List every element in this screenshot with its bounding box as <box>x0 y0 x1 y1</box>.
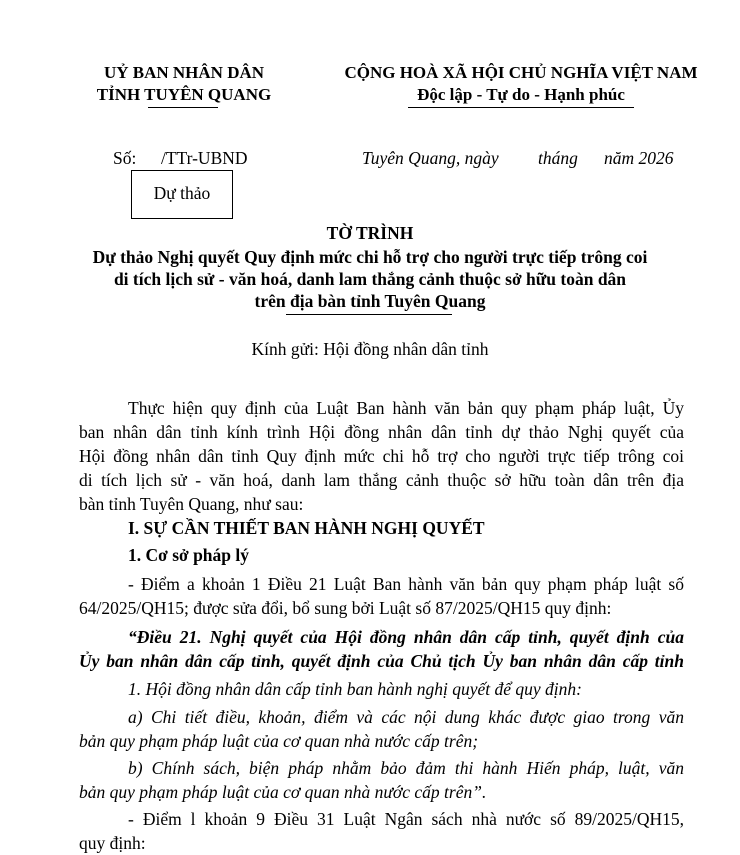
section-heading: I. SỰ CẦN THIẾT BAN HÀNH NGHỊ QUYẾT <box>128 518 485 538</box>
quote-clause-1: 1. Hội đồng nhân dân cấp tỉnh ban hành nghị quyết để quy định: <box>128 679 582 699</box>
national-motto: Độc lập - Tự do - Hạnh phúc <box>417 85 625 104</box>
legal-basis-2-line1: - Điểm l khoản 9 Điều 31 Luật Ngân sách nhà nước số 89/2025/QH15, <box>128 809 684 829</box>
document-subject-line3: trên địa bàn tỉnh Tuyên Quang <box>254 291 486 311</box>
legal-basis-2-line2: quy định: <box>79 833 146 853</box>
document-subject-line1: Dự thảo Nghị quyết Quy định mức chi hỗ trợ cho người trực tiếp trông coi <box>92 247 648 267</box>
doc-place-date: Tuyên Quang, ngày <box>362 148 499 168</box>
national-title: CỘNG HOÀ XÃ HỘI CHỦ NGHĨA VIỆT NAM <box>344 63 698 82</box>
doc-number-label: Số: <box>113 148 137 168</box>
quote-point-b-line1: b) Chính sách, biện pháp nhằm bảo đảm thi hành Hiến pháp, luật, văn <box>128 758 684 778</box>
quote-point-b-line2: bản quy phạm pháp luật của cơ quan nhà nước cấp trên”. <box>79 782 487 802</box>
intro-line-5: bàn tỉnh Tuyên Quang, như sau: <box>79 494 304 514</box>
draft-label: Dự thảo <box>153 183 211 203</box>
legal-basis-1-line2: 64/2025/QH15; được sửa đổi, bổ sung bởi Luật số 87/2025/QH15 quy định: <box>79 598 612 618</box>
issuer-name: UỶ BAN NHÂN DÂN <box>103 63 265 82</box>
document-subject-line2: di tích lịch sử - văn hoá, danh lam thắng cảnh thuộc sở hữu toàn dân <box>113 269 627 289</box>
title-underline <box>286 314 452 315</box>
doc-year: năm 2026 <box>604 148 674 168</box>
legal-basis-1-line1: - Điểm a khoản 1 Điều 21 Luật Ban hành văn bản quy phạm pháp luật số <box>128 574 684 594</box>
doc-number: /TTr-UBND <box>161 148 248 168</box>
subsection-heading: 1. Cơ sở pháp lý <box>128 545 250 565</box>
intro-line-3: Hội đồng nhân dân tỉnh Quy định mức chi hỗ trợ cho người trực tiếp trông coi <box>79 446 684 466</box>
motto-underline <box>408 107 634 108</box>
document-type-title: TỜ TRÌNH <box>326 223 414 243</box>
intro-line-1: Thực hiện quy định của Luật Ban hành văn bản quy phạm pháp luật, Ủy <box>128 398 684 418</box>
quote-article-title-line1: “Điều 21. Nghị quyết của Hội đồng nhân dân cấp tỉnh, quyết định của <box>128 627 684 647</box>
quote-point-a-line1: a) Chi tiết điều, khoản, điểm và các nội dung khác được giao trong văn <box>128 707 684 727</box>
quote-point-a-line2: bản quy phạm pháp luật của cơ quan nhà nước cấp trên; <box>79 731 479 751</box>
issuer-province: TỈNH TUYÊN QUANG <box>96 85 272 104</box>
intro-line-4: di tích lịch sử - văn hoá, danh lam thắng cảnh thuộc sở hữu toàn dân trên địa <box>79 470 684 490</box>
doc-month: tháng <box>538 148 578 168</box>
quote-article-title-line2: Ủy ban nhân dân cấp tỉnh, quyết định của Chủ tịch Ủy ban nhân dân cấp tỉnh <box>79 651 684 671</box>
intro-line-2: ban nhân dân tỉnh kính trình Hội đồng nhân dân tỉnh dự thảo Nghị quyết của <box>79 422 684 442</box>
issuer-underline <box>148 107 218 108</box>
recipient: Kính gửi: Hội đồng nhân dân tỉnh <box>251 339 489 359</box>
